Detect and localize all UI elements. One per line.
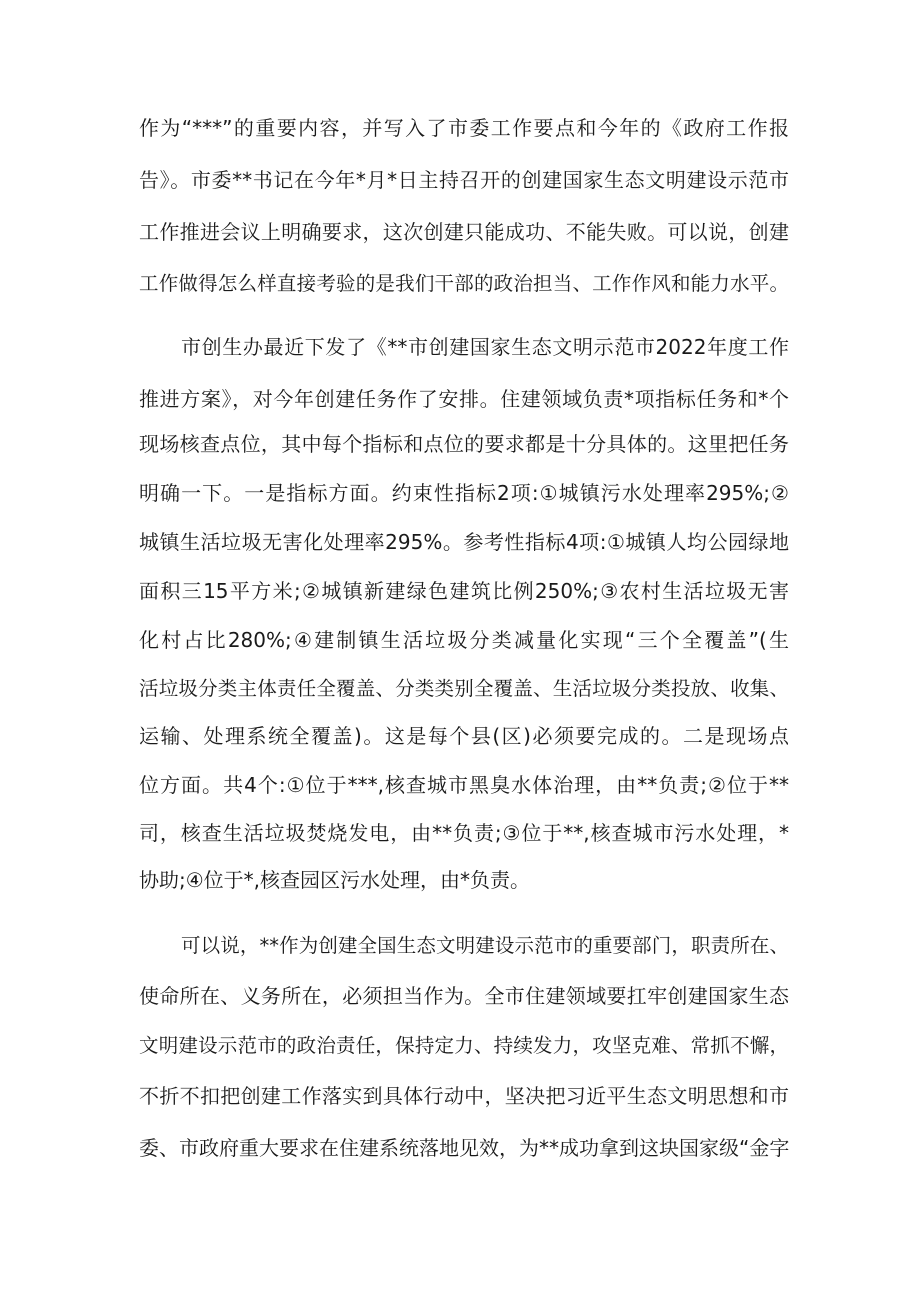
text-line: 可以说，**作为创建全国生态文明建设示范市的重要部门，职责所在、 [181, 934, 789, 957]
text-line: 委、市政府重大要求在住建系统落地见效，为**成功拿到这块国家级“金字 [139, 1136, 790, 1160]
text-line: 推进方案》，对今年创建任务作了安排。住建领域负责*项指标任务和*个 [139, 387, 789, 411]
text-line: 作为“***”的重要内容，并写入了市委工作要点和今年的《政府工作报 [139, 116, 789, 140]
text-line: 不折不扣把创建工作落实到具体行动中，坚决把习近平生态文明思想和市 [139, 1084, 789, 1108]
text-line: 文明建设示范市的政治责任，保持定力、持续发力，攻坚克难、常抓不懈， [139, 1034, 789, 1057]
text-line: 运输、处理系统全覆盖)。这是每个县(区)必须要完成的。二是现场点 [139, 724, 789, 748]
text-line: 位方面。共4个:①位于***,核查城市黑臭水体治理，由**负责;②位于** [139, 773, 789, 797]
text-line: 城镇生活垃圾无害化处理率295%。参考性指标4项:①城镇人均公园绿地 [139, 530, 789, 554]
text-line: 工作推进会议上明确要求，这次创建只能成功、不能失败。可以说，创建 [139, 220, 789, 244]
text-line: 使命所在、义务所在，必须担当作为。全市住建领域要扛牢创建国家生态 [139, 984, 789, 1008]
text-line: 市创生办最近下发了《**市创建国家生态文明示范市2022年度工作 [181, 335, 789, 359]
text-line: 活垃圾分类主体责任全覆盖、分类类别全覆盖、生活垃圾分类投放、收集、 [139, 677, 789, 700]
text-line: 面积三15平方米;②城镇新建绿色建筑比例250%;③农村生活垃圾无害 [139, 579, 789, 603]
text-line: 工作做得怎么样直接考验的是我们干部的政治担当、工作作风和能力水平。 [139, 272, 789, 295]
text-line: 现场核查点位，其中每个指标和点位的要求都是十分具体的。这里把任务 [139, 432, 789, 456]
text-line: 告》。市委**书记在今年*月*日主持召开的创建国家生态文明建设示范市 [139, 168, 789, 192]
text-line: 协助;④位于*,核查园区污水处理，由*负责。 [139, 868, 531, 892]
text-line: 化村占比280%;④建制镇生活垃圾分类减量化实现“三个全覆盖”(生 [139, 628, 789, 652]
text-line: 司，核查生活垃圾焚烧发电，由**负责;③位于**,核查城市污水处理，* [139, 821, 789, 845]
text-line: 明确一下。一是指标方面。约束性指标2项:①城镇污水处理率295%;② [139, 481, 789, 505]
